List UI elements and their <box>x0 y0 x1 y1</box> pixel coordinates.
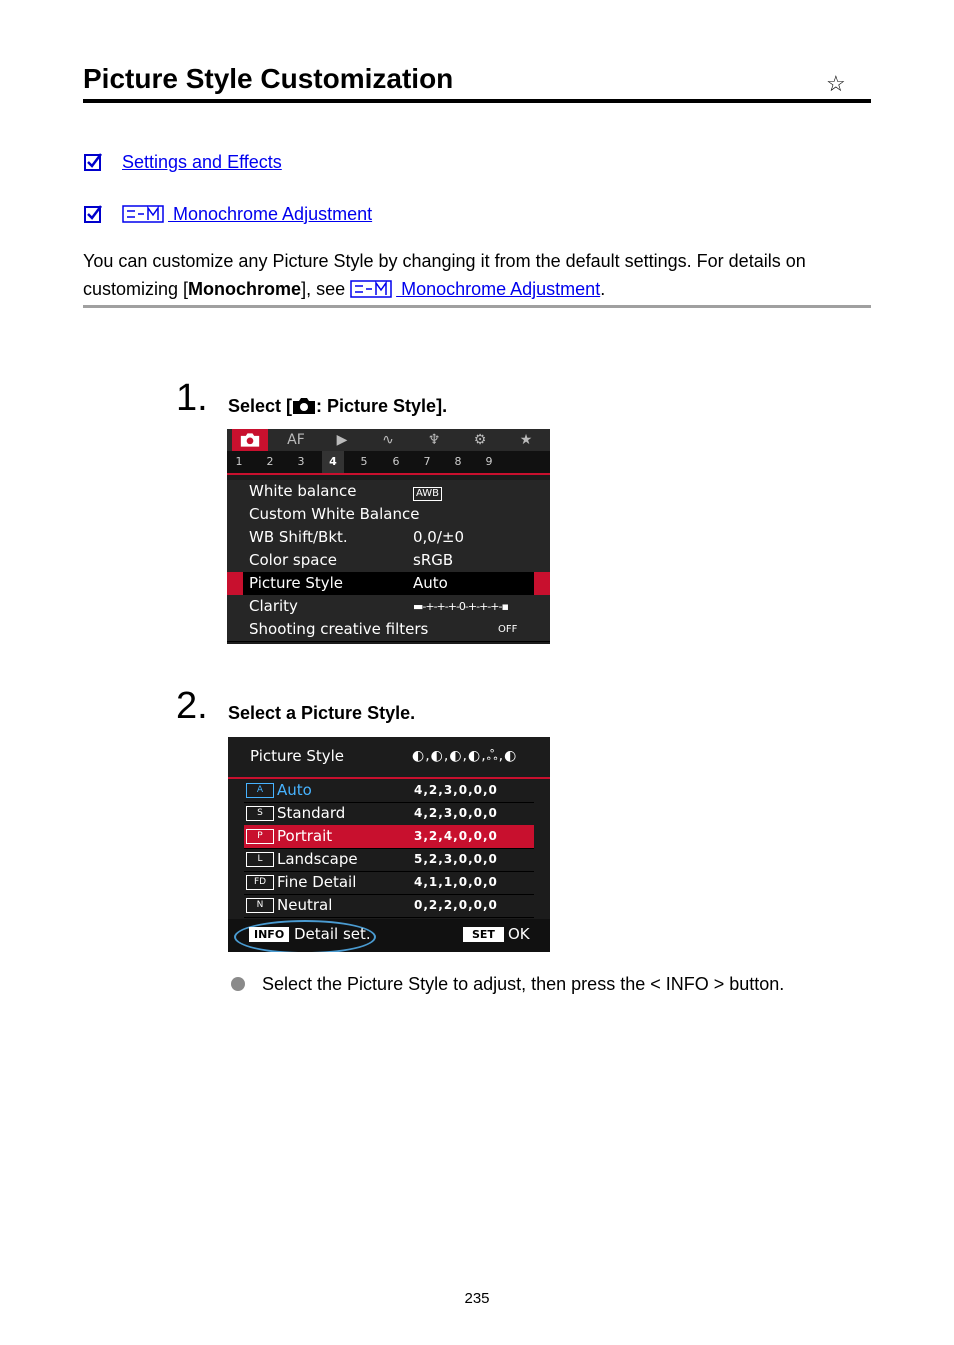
menu-row-label: Custom White Balance <box>249 505 420 523</box>
clarity-scale: ▬-+-+-+-0-+-+-+-▪ <box>413 600 508 613</box>
star-icon: ☆ <box>826 71 846 96</box>
menu-page-numbers <box>227 451 550 475</box>
mymenu-tab-icon: ★ <box>519 432 533 448</box>
link-row-monochrome <box>83 201 372 227</box>
style-badge: A <box>246 783 274 798</box>
checkbox-link-icon <box>83 204 103 224</box>
style-name: Neutral <box>277 896 333 914</box>
playback-tab-icon: ▶ <box>336 432 348 448</box>
intro-text-3: . <box>600 279 606 299</box>
intro-link-label: Monochrome Adjustment <box>396 279 601 299</box>
style-values: 0,2,2,0,0,0 <box>414 898 498 912</box>
parameter-icons: ◐,◐,◐,◐,ஃ,◐ <box>412 748 518 764</box>
menu-row <box>227 526 550 550</box>
af-tab: AF <box>287 432 305 448</box>
camera-icon <box>292 397 316 415</box>
page-num: 8 <box>454 455 462 468</box>
picture-style-screenshot <box>228 737 550 952</box>
title-rule <box>83 99 871 103</box>
camera-tab-icon <box>232 429 268 451</box>
page-num: 2 <box>266 455 274 468</box>
intro-text-2: ], see <box>301 279 351 299</box>
style-name: Landscape <box>277 850 358 868</box>
menu-row-label: Shooting creative filters <box>249 620 429 638</box>
intro-text-1: You can customize any Picture Style by changing it from the default settings. For details on customizing [ <box>83 251 806 299</box>
step-2-number: 2. <box>176 685 208 727</box>
style-badge: L <box>246 852 274 867</box>
monochrome-link-label: Monochrome Adjustment <box>168 203 373 224</box>
awb-badge: AWB <box>413 487 442 501</box>
page-num: 3 <box>297 455 305 468</box>
style-values: 4,2,3,0,0,0 <box>414 806 498 820</box>
step-1-number: 1. <box>176 377 208 419</box>
menu-tab-bar <box>227 429 550 451</box>
setup-tab-icon: ♆ <box>427 432 441 448</box>
style-name: Auto <box>277 781 312 799</box>
link-row-settings <box>83 149 282 175</box>
page-num: 1 <box>235 455 243 468</box>
monochrome-adjustment-link[interactable] <box>122 204 372 225</box>
page-num: 9 <box>485 455 493 468</box>
detail-set-label: Detail set. <box>294 925 371 943</box>
ok-label: OK <box>508 925 530 943</box>
style-values: 4,1,1,0,0,0 <box>414 875 498 889</box>
page-number: 235 <box>464 1290 490 1307</box>
menu-row-label: Color space <box>249 551 337 569</box>
menu-row <box>227 595 550 619</box>
style-name: Portrait <box>277 827 333 845</box>
filter-off-icon: OFF <box>498 624 518 635</box>
style-badge: N <box>246 898 274 913</box>
page-num: 7 <box>423 455 431 468</box>
intro-bold: Monochrome <box>188 279 302 299</box>
style-row-landscape <box>244 848 534 872</box>
step-1-text-a: Select [ <box>228 396 293 416</box>
menu-row <box>227 618 550 642</box>
page-title: Picture Style Customization <box>83 63 454 94</box>
intro-paragraph <box>83 247 873 303</box>
settings-effects-link[interactable]: Settings and Effects <box>122 151 282 172</box>
style-badge: FD <box>246 875 274 890</box>
style-values: 4,2,3,0,0,0 <box>414 783 498 797</box>
style-badge: P <box>246 829 274 844</box>
monochrome-style-icon <box>122 205 164 223</box>
menu-row-value: sRGB <box>413 551 454 569</box>
menu-row <box>227 549 550 573</box>
custom-tab-icon: ⚙ <box>473 432 487 448</box>
menu-row-label: White balance <box>249 482 357 500</box>
picture-style-header <box>228 737 550 779</box>
set-button-icon: SET <box>463 927 504 942</box>
style-row-standard <box>244 802 534 826</box>
style-row-auto <box>244 779 534 803</box>
style-badge: S <box>246 806 274 821</box>
style-row-neutral <box>244 894 534 918</box>
menu-row-label: Clarity <box>249 597 298 615</box>
checkbox-link-icon <box>83 152 103 172</box>
style-values: 3,2,4,0,0,0 <box>414 829 498 843</box>
picture-style-title: Picture Style <box>250 747 345 765</box>
menu-row-label: Picture Style <box>249 574 344 592</box>
menu-row <box>227 480 550 504</box>
step-2-text: Select a Picture Style. <box>228 703 416 723</box>
step-1-text-b: : Picture Style]. <box>316 396 448 416</box>
style-row-fine-detail <box>244 871 534 895</box>
intro-monochrome-link[interactable] <box>350 279 600 299</box>
info-button-icon: INFO <box>249 927 289 942</box>
page-num: 6 <box>392 455 400 468</box>
page-num: 5 <box>360 455 368 468</box>
menu-row-label: WB Shift/Bkt. <box>249 528 348 546</box>
bullet-icon <box>231 977 245 991</box>
style-values: 5,2,3,0,0,0 <box>414 852 498 866</box>
style-name: Standard <box>277 804 346 822</box>
screen-footer <box>228 919 550 952</box>
bullet-text: Select the Picture Style to adjust, then press the < INFO > button. <box>262 974 785 994</box>
monochrome-style-icon <box>350 280 392 298</box>
shooting-menu-screenshot <box>227 429 550 644</box>
wireless-tab-icon: ∿ <box>382 432 394 448</box>
menu-row <box>227 503 550 527</box>
menu-row-value: Auto <box>413 574 448 592</box>
menu-row-selected <box>227 572 550 596</box>
style-row-portrait <box>244 825 534 849</box>
menu-row-value: 0,0/±0 <box>413 528 465 546</box>
style-name: Fine Detail <box>277 873 357 891</box>
step-1-text <box>228 396 447 417</box>
page-num-active: 4 <box>322 451 344 473</box>
section-rule <box>83 305 871 308</box>
